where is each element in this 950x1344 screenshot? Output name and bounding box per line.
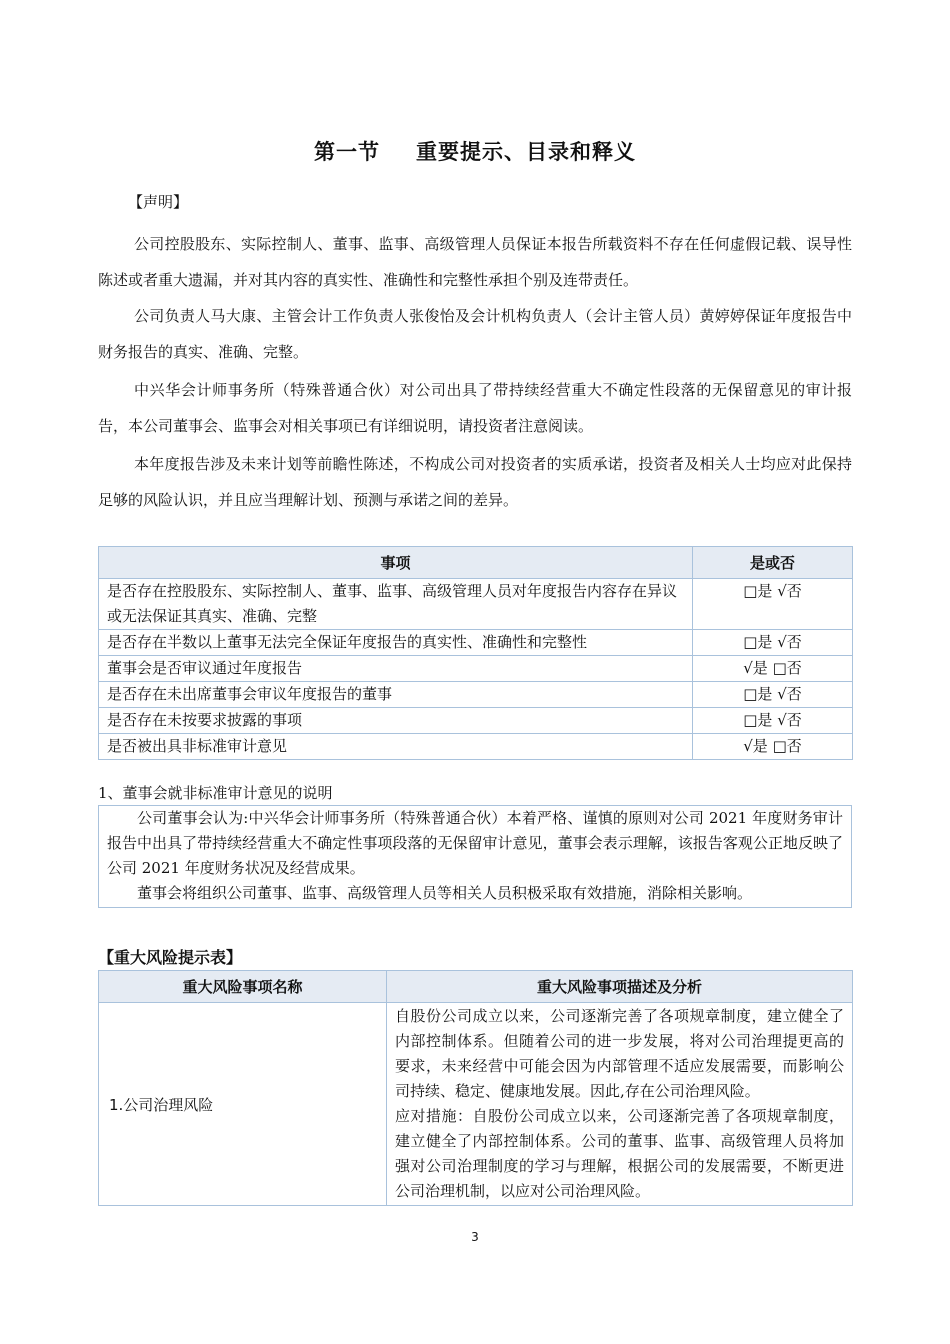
risk-name: 1.公司治理风险: [99, 1003, 387, 1206]
table-row: [99, 1003, 853, 1206]
risk-header-desc: 重大风险事项描述及分析: [387, 971, 853, 1003]
declaration-paragraph-1: 公司控股股东、实际控制人、董事、监事、高级管理人员保证本报告所载资料不存在任何虚假记载、误导性陈述或者重大遗漏，并对其内容的真实性、准确性和完整性承担个别及连带责任。: [98, 235, 852, 289]
checklist-table: [98, 546, 853, 760]
checklist-answer: √是 □否: [693, 734, 853, 760]
risk-table-heading: 【重大风险提示表】: [98, 948, 243, 967]
checklist-header-answer: 是或否: [693, 547, 853, 579]
section-heading: 重要提示、目录和释义: [416, 140, 636, 164]
checklist-answer: □是 √否: [693, 682, 853, 708]
table-row: [99, 682, 853, 708]
risk-description-cell: [387, 1003, 853, 1206]
table-row: [99, 708, 853, 734]
declaration-paragraph-3: 中兴华会计师事务所（特殊普通合伙）对公司出具了带持续经营重大不确定性段落的无保留意见的审计报告，本公司董事会、监事会对相关事项已有详细说明，请投资者注意阅读。: [98, 381, 852, 435]
risk-measures: 应对措施：自股份公司成立以来，公司逐渐完善了各项规章制度，建立健全了内部控制体系。公司的董事、监事、高级管理人员将加强对公司治理制度的学习与理解，根据公司的发展需要，不断更进公司治理机制，以应对公司治理风险。: [395, 1107, 844, 1200]
declaration-heading: 【声明】: [128, 193, 189, 211]
declaration-paragraph-4: 本年度报告涉及未来计划等前瞻性陈述，不构成公司对投资者的实质承诺，投资者及相关人士均应对此保持足够的风险认识，并且应当理解计划、预测与承诺之间的差异。: [98, 455, 852, 509]
checklist-item: 是否存在控股股东、实际控制人、董事、监事、高级管理人员对年度报告内容存在异议或无法保证其真实、准确、完整: [99, 579, 693, 630]
table-row: [99, 630, 853, 656]
risk-header-name: 重大风险事项名称: [99, 971, 387, 1003]
risk-description: 自股份公司成立以来，公司逐渐完善了各项规章制度，建立健全了内部控制体系。但随着公司的进一步发展，将对公司治理提更高的要求，未来经营中可能会因为内部管理不适应发展需要，而影响公司持续、稳定、健康地发展。因此,存在公司治理风险。: [395, 1007, 844, 1100]
declaration-paragraph-2: 公司负责人马大康、主管会计工作负责人张俊怡及会计机构负责人（会计主管人员）黄婷婷保证年度报告中财务报告的真实、准确、完整。: [98, 307, 852, 361]
section-number: 第一节: [314, 140, 380, 164]
page-number: 3: [471, 1230, 479, 1244]
checklist-answer: □是 √否: [693, 630, 853, 656]
checklist-item: 是否存在半数以上董事无法完全保证年度报告的真实性、准确性和完整性: [99, 630, 693, 656]
checklist-answer: √是 □否: [693, 656, 853, 682]
table-row: [99, 656, 853, 682]
checklist-header-item: 事项: [99, 547, 693, 579]
audit-note-heading: 1、董事会就非标准审计意见的说明: [98, 784, 333, 802]
checklist-item: 董事会是否审议通过年度报告: [99, 656, 693, 682]
risk-header-row: [99, 971, 853, 1003]
checklist-item: 是否被出具非标准审计意见: [99, 734, 693, 760]
table-row: [99, 579, 853, 630]
audit-note-paragraph-1: 公司董事会认为:中兴华会计师事务所（特殊普通合伙）本着严格、谨慎的原则对公司 2021 年度财务审计报告中出具了带持续经营重大不确定性事项段落的无保留审计意见，董事会表示理解，该报告客观公正地反映了公司 2021 年度财务状况及经营成果。: [107, 809, 843, 877]
checklist-item: 是否存在未出席董事会审议年度报告的董事: [99, 682, 693, 708]
checklist-answer: □是 √否: [693, 579, 853, 630]
audit-note-paragraph-2: 董事会将组织公司董事、监事、高级管理人员等相关人员积极采取有效措施，消除相关影响。: [137, 884, 753, 902]
checklist-item: 是否存在未按要求披露的事项: [99, 708, 693, 734]
checklist-answer: □是 √否: [693, 708, 853, 734]
audit-note-box: [98, 805, 852, 908]
checklist-header-row: [99, 547, 853, 579]
table-row: [99, 734, 853, 760]
risk-table: [98, 970, 853, 1206]
section-title: [0, 136, 950, 166]
